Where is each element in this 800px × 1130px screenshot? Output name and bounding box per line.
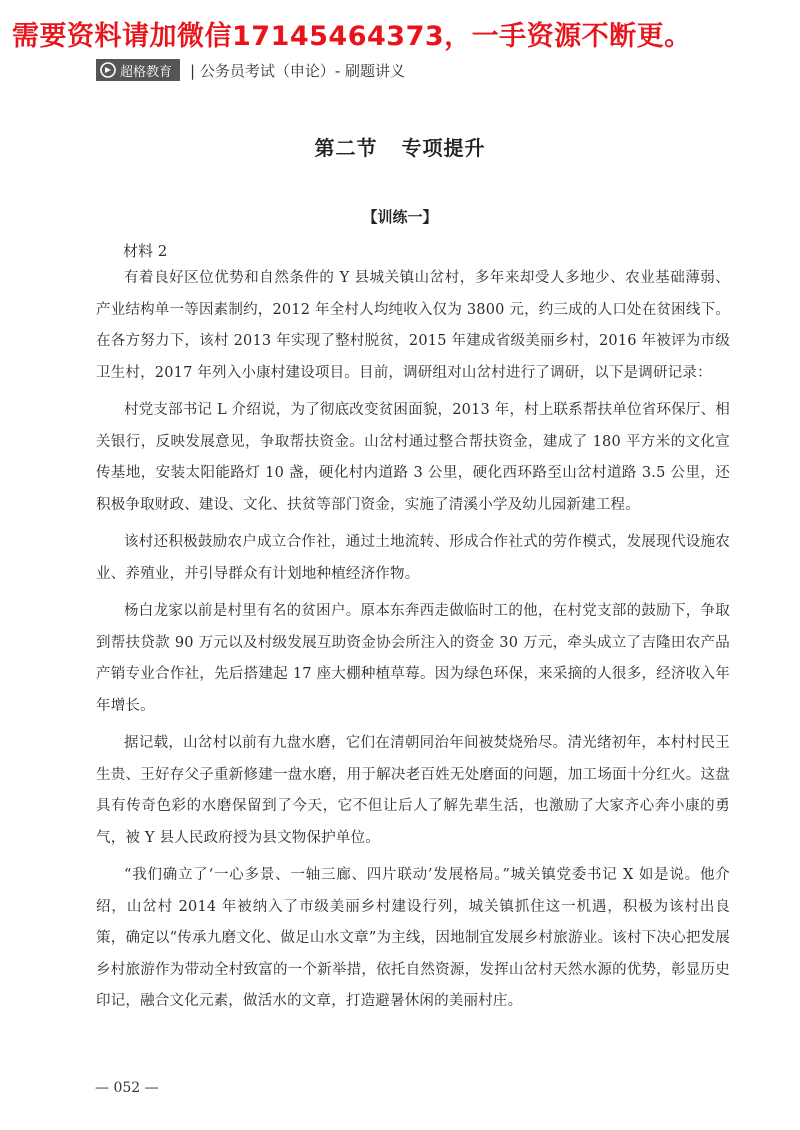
training-label: 【训练一】 [362, 208, 438, 226]
logo-mark-icon [100, 62, 116, 78]
paragraph: 据记载，山岔村以前有九盘水磨，它们在清朝同治年间被焚烧殆尽。清光绪初年，本村村民王生贵、王好存父子重新修建一盘水磨，用于解决老百姓无处磨面的问题，加工场面十分红火。这盘具有传奇色彩的水磨保留到了今天，它不但让后人了解先辈生活，也激励了大家齐心奔小康的勇气，被 Y 县人民政府授为县文物保护单位。 [96, 735, 730, 846]
paragraph: 杨白龙家以前是村里有名的贫困户。原本东奔西走做临时工的他，在村党支部的鼓励下，争取到帮扶贷款 90 万元以及村级发展互助资金协会所注入的资金 30 万元，牵头成立了吉隆田农产品产销专业合作社，先后搭建起 17 座大棚种植草莓。因为绿色环保，来采摘的人很多，经济收入年年增长。 [96, 603, 730, 714]
page-number: — 052 — [95, 1080, 159, 1096]
section-name: 专项提升 [401, 136, 486, 160]
page-header [96, 58, 405, 82]
material-body [96, 263, 730, 1024]
header-title: | 公务员考试（申论）- 刷题讲义 [190, 61, 406, 80]
section-title [0, 132, 800, 161]
section-number: 第二节 [314, 136, 378, 160]
paragraph: “我们确立了‘一心多景、一轴三廊、四片联动’发展格局。”城关镇党委书记 X 如是说。他介绍，山岔村 2014 年被纳入了市级美丽乡村建设行列，城关镇抓住这一机遇，积极为该村出良策，确定以“传承九磨文化、做足山水文章”为主线，因地制宜发展乡村旅游业。该村下决心把发展乡村旅游作为带动全村致富的一个新举措，依托自然资源，发挥山岔村天然水源的优势，彰显历史印记，融合文化元素，做活水的文章，打造避暑休闲的美丽村庄。 [96, 867, 730, 1009]
paragraph: 有着良好区位优势和自然条件的 Y 县城关镇山岔村，多年来却受人多地少、农业基础薄弱、产业结构单一等因素制约，2012 年全村人均纯收入仅为 3800 元，约三成的人口处在贫困线下。在各方努力下，该村 2013 年实现了整村脱贫，2015 年建成省级美丽乡村，2016 年被评为市级卫生村，2017 年列入小康村建设项目。目前，调研组对山岔村进行了调研，以下是调研记录： [96, 270, 730, 381]
paragraph: 村党支部书记 L 介绍说，为了彻底改变贫困面貌，2013 年，村上联系帮扶单位省环保厅、相关银行，反映发展意见，争取帮扶资金。山岔村通过整合帮扶资金，建成了 180 平方米的文化宣传基地，安装太阳能路灯 10 盏，硬化村内道路 3 公里，硬化西环路至山岔村道路 3.5 公里，还积极争取财政、建设、文化、扶贫等部门资金，实施了清溪小学及幼儿园新建工程。 [96, 402, 730, 513]
material-label: 材料 2 [123, 242, 168, 260]
publisher-logo [96, 59, 180, 81]
watermark-banner: 需要资料请加微信17145464373，一手资源不断更。 [12, 21, 692, 52]
logo-text: 超格教育 [120, 64, 173, 80]
paragraph: 该村还积极鼓励农户成立合作社，通过土地流转、形成合作社式的劳作模式，发展现代设施农业、养殖业，并引导群众有计划地种植经济作物。 [96, 534, 730, 582]
